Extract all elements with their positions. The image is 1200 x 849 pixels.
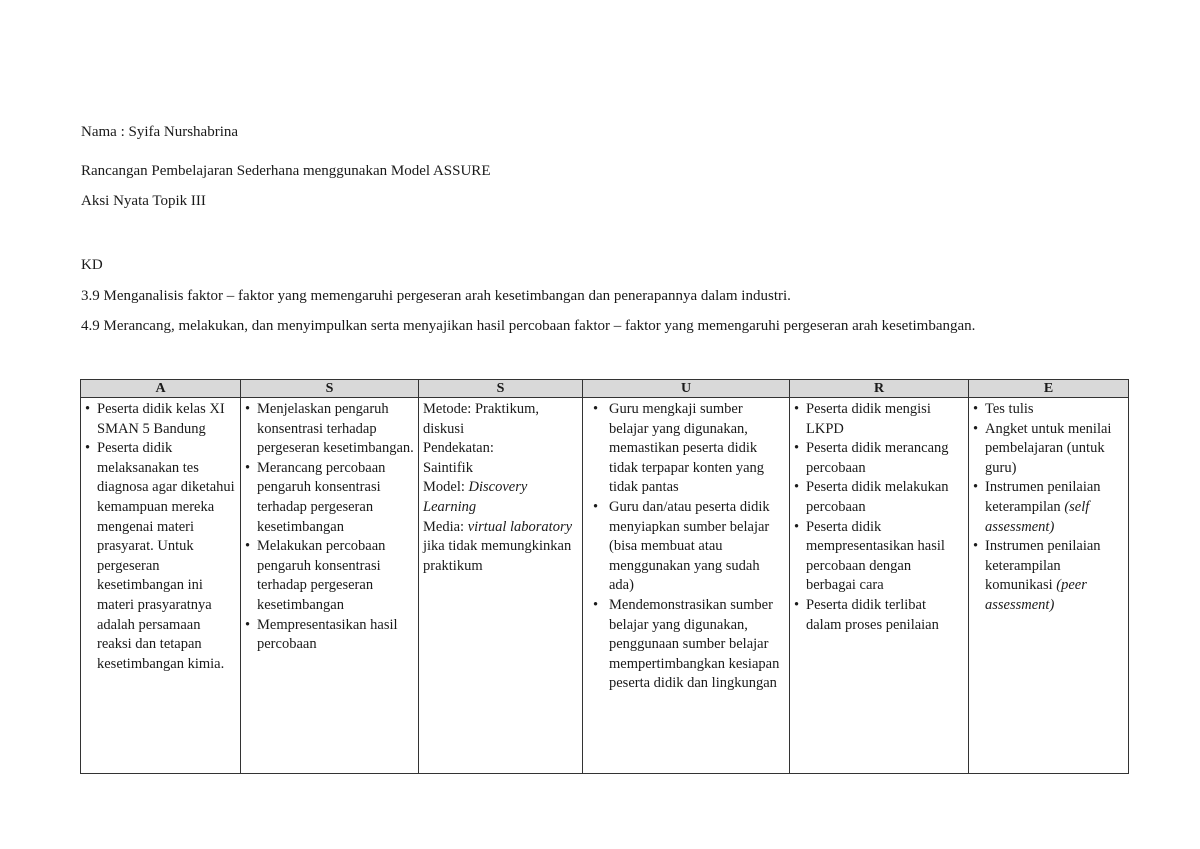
kd-4-9: 4.9 Merancang, melakukan, dan menyimpulkan serta menyajikan hasil percobaan faktor – faktor yang memengaruhi pergeseran arah kesetimbangan. bbox=[81, 318, 976, 334]
list-item: • Peserta didik terlibat dalam proses penilaian bbox=[794, 596, 964, 635]
list-item: • Peserta didik kelas XI SMAN 5 Bandung bbox=[85, 400, 236, 439]
topic-line: Aksi Nyata Topik III bbox=[81, 193, 206, 209]
list-item bbox=[973, 537, 1124, 615]
approach-value: Saintifik bbox=[423, 459, 473, 476]
header-utilize: U bbox=[583, 380, 790, 398]
media-label: Media: bbox=[423, 518, 468, 535]
header-analyze: A bbox=[81, 380, 241, 398]
list-item: • Peserta didik mengisi LKPD bbox=[794, 400, 964, 439]
item-italic: (peer assessment) bbox=[985, 577, 1087, 613]
media-rest: jika tidak memungkinkan praktikum bbox=[423, 538, 572, 574]
list-item: • Peserta didik mempresentasikan hasil percobaan dengan berbagai cara bbox=[794, 518, 964, 596]
list-item: • Angket untuk menilai pembelajaran (untuk guru) bbox=[973, 420, 1124, 479]
list-item: • Mempresentasikan hasil percobaan bbox=[245, 616, 414, 655]
item-text: Instrumen penilaian keterampilan bbox=[985, 479, 1101, 515]
cell-evaluate bbox=[969, 398, 1129, 774]
header-evaluate: E bbox=[969, 380, 1129, 398]
student-name: Nama : Syifa Nurshabrina bbox=[81, 124, 239, 140]
assure-table bbox=[80, 379, 1129, 774]
model-text bbox=[423, 478, 578, 517]
header-state-objectives: S bbox=[241, 380, 419, 398]
cell-state-objectives bbox=[241, 398, 419, 774]
media-text bbox=[423, 518, 578, 577]
document-title: Rancangan Pembelajaran Sederhana menggunakan Model ASSURE bbox=[81, 163, 491, 179]
list-item: • Peserta didik melaksanakan tes diagnosa agar diketahui kemampuan mereka mengenai materi prasyarat. Untuk pergeseran kesetimbangan ini materi prasyaratnya adalah persamaan reaksi dan tetapan kesetimbangan kimia. bbox=[85, 439, 236, 674]
list-item: • Tes tulis bbox=[973, 400, 1124, 420]
list-item: • Guru mengkaji sumber belajar yang digunakan, memastikan peserta didik tidak terpapar konten yang tidak pantas bbox=[587, 400, 785, 498]
list-item: • Merancang percobaan pengaruh konsentrasi terhadap pergeseran kesetimbangan bbox=[245, 459, 414, 537]
method-text: Metode: Praktikum, diskusi bbox=[423, 401, 539, 437]
table-header-row bbox=[81, 380, 1129, 398]
header-require-participation: R bbox=[790, 380, 969, 398]
list-item: • Peserta didik merancang percobaan bbox=[794, 439, 964, 478]
list-item bbox=[973, 478, 1124, 537]
cell-require-participation bbox=[790, 398, 969, 774]
cell-select-methods bbox=[419, 398, 583, 774]
list-item: • Mendemonstrasikan sumber belajar yang digunakan, penggunaan sumber belajar mempertimbangkan kesiapan peserta didik dan lingkungan bbox=[587, 596, 785, 694]
cell-analyze bbox=[81, 398, 241, 774]
item-italic: (self assessment) bbox=[985, 498, 1090, 535]
model-label: Model: bbox=[423, 479, 469, 496]
item-text: Instrumen penilaian keterampilan komunikasi bbox=[985, 538, 1101, 594]
header-select-methods: S bbox=[419, 380, 583, 398]
model-value: Discovery Learning bbox=[423, 479, 528, 515]
table-row bbox=[81, 398, 1129, 774]
cell-utilize bbox=[583, 398, 790, 774]
list-item: • Menjelaskan pengaruh konsentrasi terhadap pergeseran kesetimbangan. bbox=[245, 400, 414, 459]
kd-3-9: 3.9 Menganalisis faktor – faktor yang memengaruhi pergeseran arah kesetimbangan dan penerapannya dalam industri. bbox=[81, 288, 791, 304]
list-item: • Melakukan percobaan pengaruh konsentrasi terhadap pergeseran kesetimbangan bbox=[245, 537, 414, 615]
list-item: • Peserta didik melakukan percobaan bbox=[794, 478, 964, 517]
approach-label: Pendekatan: bbox=[423, 440, 494, 457]
kd-label: KD bbox=[81, 257, 103, 273]
list-item: • Guru dan/atau peserta didik menyiapkan sumber belajar (bisa membuat atau menggunakan yang sudah ada) bbox=[587, 498, 785, 596]
media-value: virtual laboratory bbox=[467, 518, 573, 535]
